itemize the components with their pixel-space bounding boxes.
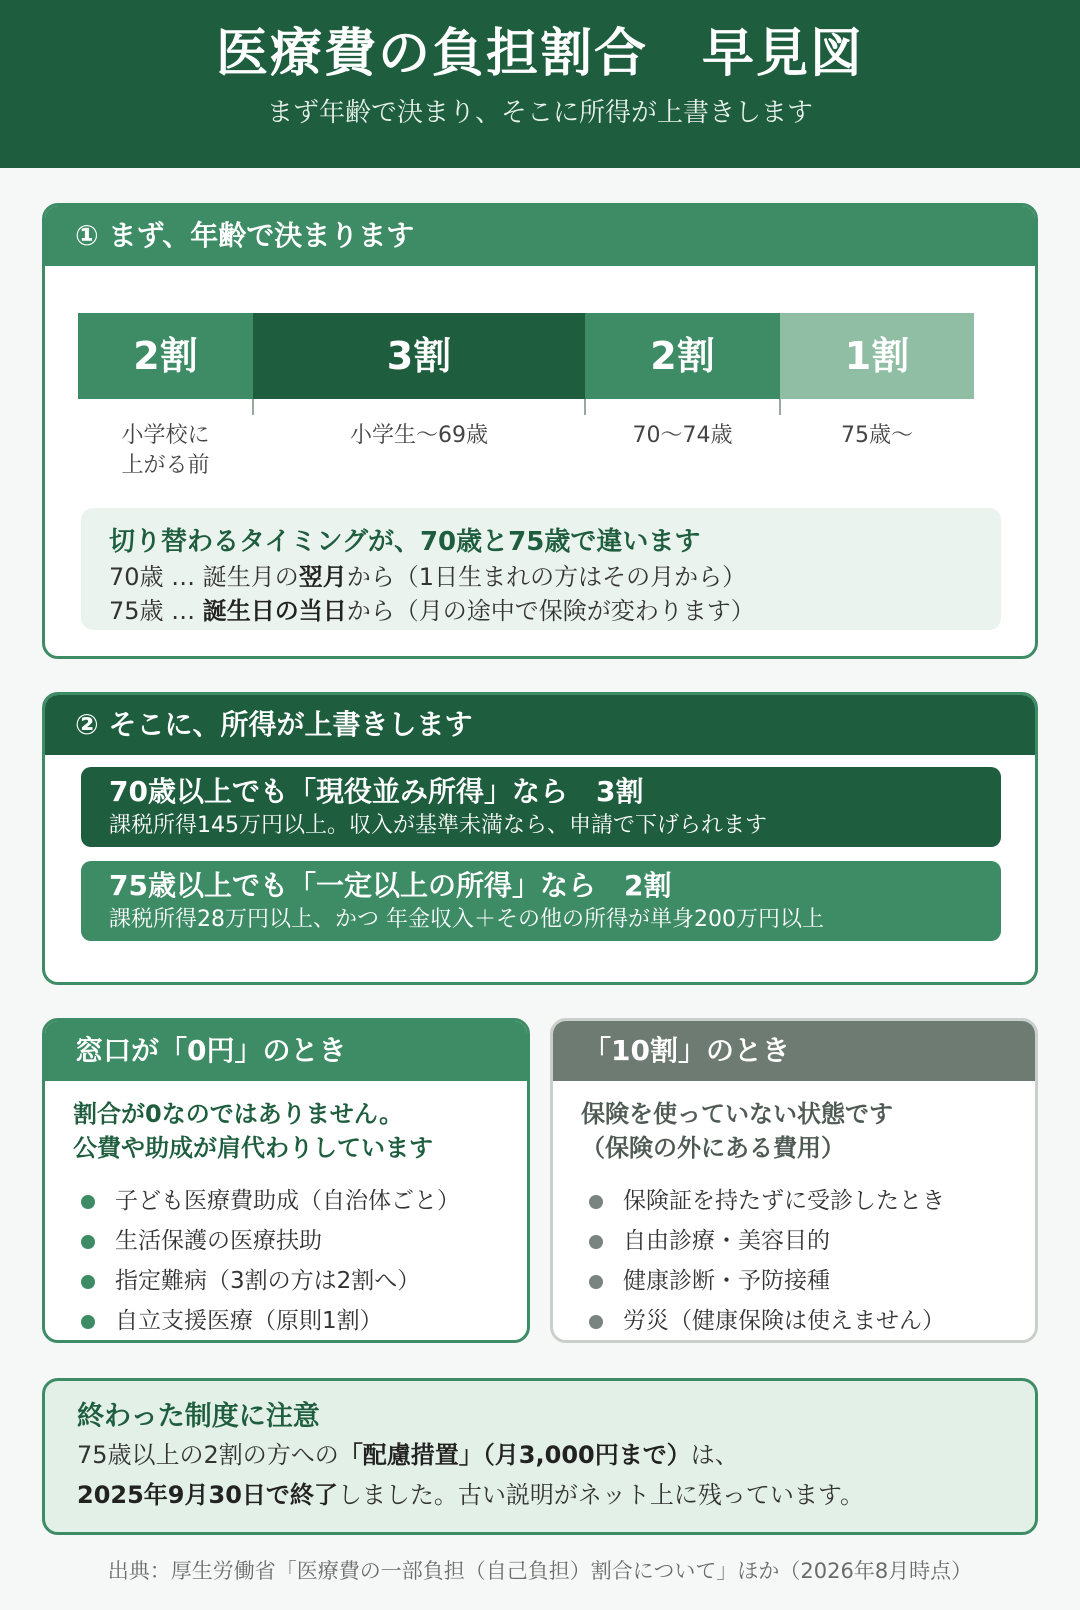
income-rule-desc: 課税所得145万円以上。収入が基準未満なら、申請で下げられます — [109, 813, 767, 838]
switch-timing-75: 75歳 … 誕生日の当日から（月の途中で保険が変わります） — [109, 597, 755, 625]
age-band-75-plus — [780, 313, 974, 399]
page-title: 医療費の負担割合 早見図 — [215, 24, 864, 84]
list-item: 自由診療・美容目的 — [589, 1221, 945, 1261]
zero-yen-card — [42, 1018, 530, 1343]
age-band-preschool — [78, 313, 253, 399]
ended-system-notice — [42, 1378, 1038, 1535]
income-rule-title: 70歳以上でも「現役並み所得」なら 3割 — [109, 775, 644, 808]
age-section-heading: ① まず、年齢で決まります — [45, 206, 1035, 266]
list-item: 指定難病（3割の方は2割へ） — [81, 1261, 460, 1301]
full-cost-heading: 「10割」のとき — [553, 1021, 1035, 1081]
age-band-ratio: 1割 — [844, 334, 910, 378]
age-section — [42, 203, 1038, 659]
age-label-preschool: 小学校に 上がる前 — [121, 423, 210, 478]
list-item: 生活保護の医療扶助 — [81, 1221, 460, 1261]
switch-timing-box — [81, 508, 1001, 630]
age-band-ratio: 2割 — [133, 334, 198, 378]
income-section — [42, 692, 1038, 985]
bullet-icon — [589, 1235, 603, 1249]
age-band-working — [253, 313, 585, 399]
zero-yen-list — [81, 1181, 460, 1341]
list-item: 子ども医療費助成（自治体ごと） — [81, 1181, 460, 1221]
zero-yen-heading: 窓口が「0円」のとき — [45, 1021, 527, 1081]
full-cost-card — [550, 1018, 1038, 1343]
bullet-icon — [81, 1195, 95, 1209]
age-label-70-74: 70〜74歳 — [632, 423, 733, 448]
bullet-icon — [81, 1275, 95, 1289]
age-tick — [779, 399, 781, 415]
income-section-heading: ② そこに、所得が上書きします — [45, 695, 1035, 755]
income-rule-certain — [81, 861, 1001, 941]
age-band-ratio: 3割 — [386, 334, 452, 378]
income-rule-desc: 課税所得28万円以上、かつ 年金収入＋その他の所得が単身200万円以上 — [109, 907, 824, 932]
list-item: 労災（健康保険は使えません） — [589, 1301, 945, 1341]
age-tick — [584, 399, 586, 415]
age-band-ratio: 2割 — [650, 334, 715, 378]
notice-line-1: 75歳以上の2割の方への「配慮措置」（月3,000円まで）は、 — [77, 1441, 739, 1469]
list-item: 自立支援医療（原則1割） — [81, 1301, 460, 1341]
header — [0, 0, 1080, 168]
bullet-icon — [589, 1315, 603, 1329]
age-label-75-plus: 75歳〜 — [841, 423, 913, 448]
bullet-icon — [589, 1275, 603, 1289]
income-rule-active — [81, 767, 1001, 847]
list-item: 健康診断・予防接種 — [589, 1261, 945, 1301]
full-cost-lead: 保険を使っていない状態です （保険の外にある費用） — [581, 1100, 893, 1162]
page-subtitle: まず年齢で決まり、そこに所得が上書きします — [266, 98, 813, 128]
full-cost-list — [589, 1181, 945, 1341]
source-citation: 出典：厚生労働省「医療費の一部負担（自己負担）割合について」ほか（2026年8月時点） — [107, 1559, 973, 1583]
age-band-70-74 — [585, 313, 780, 399]
zero-yen-lead: 割合が0なのではありません。 公費や助成が肩代わりしています — [73, 1100, 433, 1162]
notice-line-2: 2025年9月30日で終了しました。古い説明がネット上に残っています。 — [77, 1481, 864, 1509]
switch-timing-70: 70歳 … 誕生月の翌月から（1日生まれの方はその月から） — [109, 563, 747, 591]
income-rule-title: 75歳以上でも「一定以上の所得」なら 2割 — [109, 869, 672, 902]
bullet-icon — [81, 1315, 95, 1329]
bullet-icon — [589, 1195, 603, 1209]
notice-title: 終わった制度に注意 — [77, 1401, 320, 1432]
list-item: 保険証を持たずに受診したとき — [589, 1181, 945, 1221]
age-tick — [252, 399, 254, 415]
bullet-icon — [81, 1235, 95, 1249]
switch-timing-title: 切り替わるタイミングが、70歳と75歳で違います — [109, 527, 701, 557]
age-label-working: 小学生〜69歳 — [350, 423, 488, 448]
